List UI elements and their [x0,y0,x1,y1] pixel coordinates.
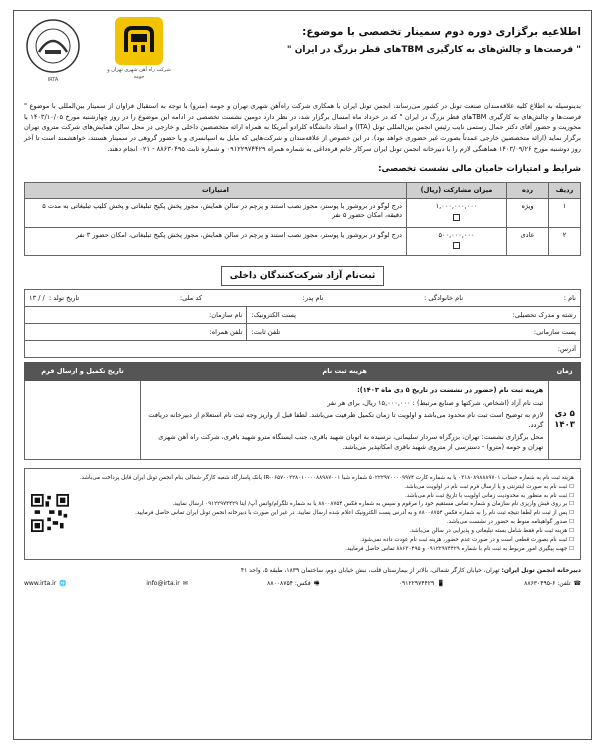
note-item: ☐ ثبت نام به صورت اینترنتی و یا ارسال فرم ثبت نام در اولویت می‌باشد. [404,483,574,490]
table-row [25,198,581,227]
notes-list [75,474,574,554]
col-header-submit-date: تاریخ تکمیل و ارسال فرم [25,363,141,381]
logos [24,17,174,84]
email-label: پست الکترونیک: [251,310,296,319]
footer-contacts [24,579,581,589]
select-checkbox[interactable] [453,214,460,221]
note-item: ☐ هزینه ثبت نام فقط شامل بسته تبلیغاتی و پذیرایی در سالن می‌باشد. [409,528,574,535]
main-title: اطلاعیه برگزاری دوره دوم سمینار تخصصی با موضوع: [302,26,581,38]
metro-logo-caption: شرکت راه آهن شهری تهران و حومه [107,67,171,80]
father-name-field[interactable]: نام پدر: [302,293,324,302]
footer-address: تهران، خیابان کارگر شمالی، بالاتر از بیمارستان قلب، نبش خیابان دوم، ساختمان ۱۸۳۹، طبقه ۵، واحد ۴۱ [240,567,500,575]
birth-date-label: تاریخ تولد : [48,293,80,302]
venue: محل برگزاری نشست: تهران، بزرگراه سردار سلیمانی، نرسیده به اتوبان شهید باقری، جنب ایستگاه مترو شهید باقری، شرکت راه آهن شهری تهران و حومه (مترو) - دسترسی از متروی شهید باقری امکانپذیر می‌باشد. [158,433,544,452]
mobile-field[interactable]: تلفن همراه: [25,324,247,341]
birth-date-field[interactable] [29,294,79,303]
education-field[interactable] [247,307,581,324]
col-header-benefits: امتیازات [25,182,407,198]
fee-details [141,381,549,459]
row-amount [407,227,507,256]
footer-website[interactable]: 🌐 www.irta.ir [24,579,67,587]
last-name-field[interactable]: نام خانوادگی : [424,293,464,302]
sponsors-table [24,182,581,256]
col-header-row: ردیف [549,182,581,198]
registration-title-wrap [24,266,581,286]
col-header-tier: رده [507,182,549,198]
fee-amount: ثبت نام آزاد (اشخاص، شرکتها و صنایع مرتبط) : ۱۵,۰۰۰,۰۰۰ ریال، برای هر نفر [327,398,544,407]
row-benefits: درج لوگو در بروشور یا پوستر، مجوز نصب استند و پرچم در سالن همایش، مجوز پخش پکیج تبلیغاتی و پخش کلیپ تبلیغاتی به مدت ۵ دقیقه، امکان حضور ۵ نفر [25,198,407,227]
row-amount [407,198,507,227]
fee-note: لازم به توضیح است ثبت نام محدود می‌باشد و اولویت تا زمان تکمیل ظرفیت می‌باشد. لطفا قبل از واریز وجه ثبت نام استعلام از دبیرخانه دریافت گردد. [148,410,544,429]
registration-title: ثبت‌نام آزاد شرکت‌کنندگان داخلی [221,266,385,286]
metro-logo [104,17,174,81]
footer [24,566,581,588]
intro-paragraph: بدینوسیله به اطلاع کلیه علاقه‌مندان صنعت تونل در کشور می‌رساند، انجمن تونل ایران با همکاری شرکت راه‌آهن شهری تهران و حومه (مترو) با توجه به استقبال فراوان از سمینار بین‌المللی با موضوع " فرصت‌ها و چالش‌های به کارگیری TBMهای قطر بزرگ در ایران " که در خرداد ماه امسال برگزار شد، در نظر دارد دومین نشست تخصصی در ادامه این موضوع را در روز چهارشنبه مورخ ۱۴۰۳/۱۰/۰۵ با محوریت و حضور آقای دکتر جمال رستمی نایب رئیس انجمن بین‌المللی تونل (ITA) و استاد دانشگاه کلرادو آمریکا به همراه ارائه متخصصین داخلی و خارجی در محل سالن همایش‌های شرکت متروی تهران برگزار نماید (ارائه متخصصین خارجی عمدتاً بصورت غیر حضوری خواهد بود). در این خصوص از علاقه‌مندان و شرکت‌هایی که مایل به اسپانسری و یا حضور گروهی در سمینار هستند، خواهشمند است تا آخر روز دوشنبه مورخ ۱۴۰۳/۰۹/۲۶ هماهنگی لازم را با دبیرخانه انجمن تونل ایران سرکار خانم قره‌داغی به شماره همراه ۰۹۱۲۲۹۷۴۴۲۹ و شماره ثابت ۸۸۶۳۰۴۹۵ - ۰۲۱ انجام دهند. [24,102,582,153]
col-header-amount: میزان مشارکت (ریال) [407,182,507,198]
header [24,17,581,89]
footer-fax: 🖷 فکس: ۸۸۰۰۸۷۵۴ [267,579,320,587]
note-item: ☐ ثبت نام بصورت قطعی است و در صورت عدم حضور، هزینه ثبت نام عودت داده نمی‌شود. [360,537,574,544]
notes-box [24,468,581,560]
personal-info-row[interactable] [25,290,581,307]
footer-mobile: 📱 ۰۹۱۲۲۹۷۴۴۲۹ [398,579,445,587]
sponsors-section-title: شرایط و امتیازات حامیان مالی نشست تخصصی: [378,164,581,175]
table-row [25,381,581,459]
national-code-field[interactable]: کد ملی: [179,293,203,302]
irta-logo-icon [24,17,82,75]
submit-date-cell[interactable] [25,381,141,459]
col-header-fee: هزینه ثبت نام [141,363,549,381]
schedule-table [24,362,581,459]
irta-logo-caption: IRTA [47,77,59,83]
note-item: ☐ صدور گواهینامه منوط به حضور در نشست می‌باشد. [446,519,574,526]
row-tier: ویژه [507,198,549,227]
amount-value: ۵۰۰,۰۰۰,۰۰۰ [438,230,475,239]
seminar-subject: " فرصت‌ها و چالش‌های به کارگیری TBMهای قطر بزرگ در ایران " [286,45,581,56]
amount-value: ۱,۰۰۰,۰۰۰,۰۰۰ [435,201,478,210]
document-frame [13,10,592,740]
footer-address-label: دبیرخانه انجمن تونل ایران: [501,567,581,575]
row-number: ۱ [549,198,581,227]
org-name-field[interactable]: نام سازمان: [25,307,247,324]
education-label: رشته و مدرک تحصیلی: [512,310,576,319]
qr-code-icon[interactable] [31,494,69,532]
fee-heading: هزینه ثبت نام (حضور در نشست در تاریخ ۵ دی ماه ۱۴۰۳): [357,386,544,395]
col-header-time: زمان [549,363,581,381]
row-tier: عادی [507,227,549,256]
table-row [25,227,581,256]
row-benefits: درج لوگو در بروشور یا پوستر، مجوز نصب استند و پرچم در سالن همایش، مجوز پخش پکیج تبلیغاتی، امکان حضور ۳ نفر [25,227,407,256]
note-item: ☐ جهت پیگیری امور مربوط به ثبت نام با شماره ۰۹۱۲۲۹۷۴۴۲۹ و ۸۸۶۳۰۴۹۵ تماس حاصل فرمایید. [345,546,574,553]
note-item: هزینه ثبت نام به شماره حساب ۰۳۱۸۰۸۹۸۸۸۹۷۰۱ یا به شماره کارت ۵۰۲۲۲۹۷۰۰۰۰۹۹۷۴ شماره شبا IR-۰۶۵۷۰۰۲۲۸۰۱۰۰۰۰۸۸۹۸۷۰۰۱ بانک پاسارگاد شعبه کارگر شمالی بنام انجمن تونل ایران قابل پرداخت می‌باشد. [79,474,574,481]
footer-phone: ☎ تلفن: ۶-۸۸۶۳۰۴۹۵ [524,579,581,587]
first-name-field[interactable]: نام : [563,293,576,302]
org-position-field[interactable] [247,324,581,341]
footer-email[interactable]: ✉ info@irta.ir [146,579,188,587]
address-field[interactable]: آدرس: [25,341,581,358]
note-item: ☐ بر روی فیش واریزی نام سازمان و شماره تماس مستقیم خود را مرقوم و سپس به شماره فکس ۸۸۰۰۸۷۵۴ یا به شماره تلگرام/واتس آپ/ ایتا ۰۹۱۲۲۹۷۴۴۲۹ ارسال نمایید. [172,501,574,508]
metro-logo-icon [115,17,163,65]
note-item: ☐ ثبت نام به منظور به محدودیت زمانی اولویت با تاریخ ثبت نام می‌باشد. [404,492,574,499]
row-number: ۲ [549,227,581,256]
registration-form [24,289,581,358]
org-position-label: پست سازمانی: [533,327,576,336]
phone-label: تلفن ثابت: [251,327,281,336]
note-item: ☐ پس از ثبت نام لطفا نتیجه ثبت نام را به شماره فکس ۸۸۰۰۸۷۵۴ و به آدرس پست الکترونیک اعلام شده ارسال نمایید. در غیر این صورت با دبیرخانه انجمن تونل ایران تماس حاصل فرمایید. [135,510,574,517]
select-checkbox[interactable] [453,242,460,249]
event-date: ۵ دی ۱۴۰۳ [549,381,581,459]
title-block [181,17,581,56]
birth-date-placeholder: / / ۱۳ [29,293,45,302]
irta-logo [24,17,82,84]
